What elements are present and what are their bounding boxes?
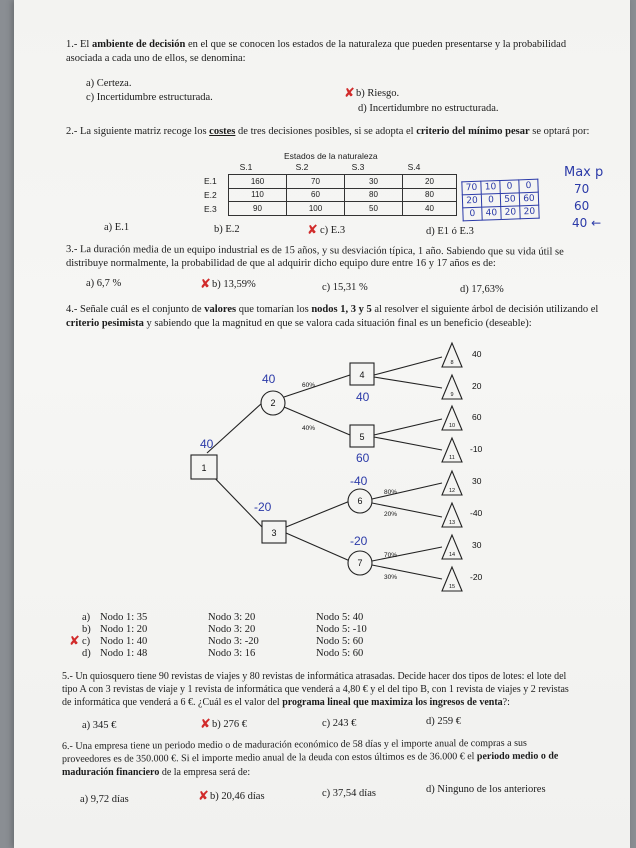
terminal-label: 12 bbox=[448, 488, 456, 494]
q3-line2: distribuye normalmente, la probabilidad de que al adquirir dicho equipo dure entre 16 y 17 años es de: bbox=[66, 258, 496, 269]
option-value: Nodo 1: 20 bbox=[100, 624, 148, 635]
q1-option-d[interactable]: d) Incertidumbre no estructurada. bbox=[358, 103, 499, 114]
cross-mark-icon: ✘ bbox=[200, 717, 211, 732]
q1-option-c[interactable]: c) Incertidumbre estructurada. bbox=[86, 92, 213, 103]
q2-option-a[interactable]: a) E.1 bbox=[104, 222, 130, 233]
payoff-label: 60 bbox=[472, 412, 482, 422]
q5-line3 bbox=[62, 696, 510, 709]
terminal-label: 15 bbox=[448, 584, 456, 590]
q4-option-b[interactable] bbox=[82, 624, 367, 635]
hand-max-header: Max p bbox=[564, 165, 604, 180]
decision-tree bbox=[164, 335, 504, 595]
cross-mark-icon: ✘ bbox=[69, 634, 80, 649]
q6-line3 bbox=[62, 766, 250, 779]
table-cell: 70 bbox=[287, 175, 345, 189]
table-row bbox=[229, 175, 457, 189]
option-value: Nodo 5: 40 bbox=[316, 612, 364, 623]
q5-bold: programa lineal que maximiza los ingresos de venta bbox=[282, 697, 503, 708]
row-label: E.2 bbox=[204, 190, 217, 200]
cross-mark-icon: ✘ bbox=[307, 223, 318, 238]
hand-max-value: 60 bbox=[574, 199, 590, 213]
row-label: E.3 bbox=[204, 204, 217, 214]
node-label: 7 bbox=[357, 558, 363, 568]
hand-node-value: -20 bbox=[350, 534, 368, 548]
payoff-label: 30 bbox=[472, 476, 482, 486]
q2-option-d[interactable]: d) E1 ó E.3 bbox=[426, 226, 474, 237]
table-cell: 50 bbox=[500, 193, 519, 207]
table-row bbox=[463, 205, 539, 221]
q2-text-end: se optará por: bbox=[532, 126, 590, 137]
table-cell: 40 bbox=[482, 206, 501, 220]
terminal-label: 13 bbox=[448, 520, 456, 526]
table-cell: 10 bbox=[481, 181, 500, 195]
col-header: S.3 bbox=[351, 162, 365, 172]
option-value: Nodo 5: 60 bbox=[316, 636, 364, 647]
col-header: S.2 bbox=[295, 162, 309, 172]
q3-option-d[interactable]: d) 17,63% bbox=[460, 284, 504, 295]
option-value: Nodo 5: 60 bbox=[316, 648, 364, 659]
col-header: S.4 bbox=[407, 162, 421, 172]
q5-option-a[interactable]: a) 345 € bbox=[82, 720, 117, 731]
option-value: Nodo 1: 35 bbox=[100, 612, 148, 623]
table-cell: 110 bbox=[229, 188, 287, 202]
payoff-label: 30 bbox=[472, 540, 482, 550]
q1-option-b[interactable]: b) Riesgo. bbox=[356, 88, 400, 99]
q6-option-c[interactable]: c) 37,54 días bbox=[322, 788, 376, 799]
q6-option-a[interactable]: a) 9,72 días bbox=[80, 794, 129, 805]
table-cell: 0 bbox=[519, 179, 538, 193]
q3-line1: 3.- La duración media de un equipo industrial es de 15 años, y su desviación típica, 1 año. Sabiendo que su vida útil se bbox=[65, 244, 564, 258]
option-value: Nodo 3: 20 bbox=[208, 612, 256, 623]
q2-bold: costes bbox=[209, 126, 236, 137]
q1-stem bbox=[66, 38, 566, 51]
q4-bold: valores bbox=[204, 304, 237, 315]
q2-text: 2.- La siguiente matriz recoge los bbox=[66, 126, 207, 137]
q4-text: al resolver el siguiente árbol de decisión utilizando el bbox=[374, 304, 599, 315]
hand-node-value: 40 bbox=[356, 390, 370, 404]
hand-node-value: 40 bbox=[262, 372, 276, 386]
q6-bold: periodo medio o de bbox=[476, 750, 559, 763]
q6-line1: 6.- Una empresa tiene un periodo medio o de maduración económico de 58 días y el importe anual de compras a sus bbox=[61, 737, 527, 752]
q6-option-d[interactable]: d) Ninguno de los anteriores bbox=[426, 784, 546, 795]
q1-text-cont: en el que se conocen los estados de la naturaleza que pueden presentarse y la probabilidad bbox=[187, 39, 567, 50]
cross-mark-icon: ✘ bbox=[198, 789, 209, 804]
hand-node-value: -20 bbox=[254, 500, 272, 514]
payoff-label: -20 bbox=[470, 572, 483, 582]
table-cell: 0 bbox=[463, 207, 482, 221]
hand-node-value: -40 bbox=[350, 474, 368, 488]
q4-text: 4.- Señale cuál es el conjunto de bbox=[66, 304, 202, 315]
q4-text: y sabiendo que la magnitud en que se valora cada situación final es un beneficio (deseable): bbox=[146, 318, 532, 329]
matrix-title: Estados de la naturaleza bbox=[284, 151, 378, 161]
option-letter: d) bbox=[82, 648, 91, 659]
q2-stem bbox=[66, 125, 589, 138]
option-letter: a) bbox=[82, 612, 91, 623]
probability-label: 30% bbox=[384, 574, 398, 581]
node-label: 5 bbox=[359, 432, 365, 442]
node-label: 4 bbox=[359, 370, 365, 380]
table-cell: 100 bbox=[287, 202, 345, 216]
row-label: E.1 bbox=[204, 176, 217, 186]
cross-mark-icon: ✘ bbox=[200, 277, 211, 292]
option-value: Nodo 3: -20 bbox=[208, 636, 259, 647]
cross-mark-icon: ✘ bbox=[344, 86, 355, 101]
q1-number: 1.- bbox=[66, 39, 78, 50]
q5-line1: 5.- Un quiosquero tiene 90 revistas de viajes y 80 revistas de informática atrasadas. Decide hacer dos tipos de lotes: el lote del bbox=[62, 671, 567, 682]
node-label: 3 bbox=[271, 528, 277, 538]
q1-text: El bbox=[80, 39, 90, 50]
q4-option-c[interactable] bbox=[82, 636, 363, 647]
hand-max-value: 40 ← bbox=[572, 216, 602, 230]
option-letter: c) bbox=[82, 636, 91, 647]
q1-stem-line2: asociada a cada uno de ellos, se denomina: bbox=[66, 53, 246, 64]
q2-option-b[interactable]: b) E.2 bbox=[214, 224, 240, 235]
q5-option-b[interactable]: b) 276 € bbox=[212, 719, 247, 730]
q5-option-d[interactable]: d) 259 € bbox=[426, 716, 461, 727]
table-cell: 0 bbox=[481, 194, 500, 208]
probability-label: 80% bbox=[384, 489, 398, 496]
q4-option-a[interactable] bbox=[82, 612, 363, 623]
table-cell: 50 bbox=[345, 202, 403, 216]
exam-sheet bbox=[14, 0, 630, 848]
q6-line2 bbox=[62, 750, 558, 766]
payoff-label: -10 bbox=[470, 444, 483, 454]
q4-text: que tomarían los bbox=[238, 304, 309, 315]
table-cell: 60 bbox=[287, 188, 345, 202]
q5-option-c[interactable]: c) 243 € bbox=[322, 718, 357, 729]
table-cell: 0 bbox=[500, 180, 519, 194]
q1-bold: ambiente de decisión bbox=[91, 39, 186, 50]
table-cell: 30 bbox=[345, 175, 403, 189]
q3-option-c[interactable]: c) 15,31 % bbox=[322, 282, 368, 293]
q4-bold: nodos 1, 3 y 5 bbox=[311, 304, 372, 315]
probability-label: 20% bbox=[384, 511, 398, 518]
table-row bbox=[229, 202, 457, 216]
q6-text: de la empresa será de: bbox=[161, 767, 251, 778]
q5-text-end: ?: bbox=[502, 697, 510, 708]
terminal-label: 11 bbox=[449, 455, 455, 461]
table-cell: 80 bbox=[403, 188, 457, 202]
option-value: Nodo 3: 20 bbox=[208, 624, 256, 635]
table-cell: 90 bbox=[229, 202, 287, 216]
table-cell: 40 bbox=[403, 202, 457, 216]
hand-max-value: 70 bbox=[574, 182, 590, 196]
node-label: 6 bbox=[357, 496, 363, 506]
payoff-label: 40 bbox=[472, 349, 482, 359]
q4-line2 bbox=[66, 317, 532, 330]
q6-option-b[interactable]: b) 20,46 días bbox=[210, 791, 265, 802]
option-letter: b) bbox=[82, 624, 91, 635]
q1-option-a[interactable]: a) Certeza. bbox=[86, 78, 132, 89]
table-cell: 20 bbox=[403, 175, 457, 189]
q6-bold: maduración financiero bbox=[62, 767, 160, 778]
matrix-table bbox=[228, 174, 457, 216]
handwritten-regret-matrix bbox=[461, 179, 539, 222]
probability-label: 60% bbox=[302, 382, 316, 389]
q2-criterion: criterio del mínimo pesar bbox=[416, 126, 530, 137]
q2-option-c[interactable]: c) E.3 bbox=[320, 225, 346, 236]
q2-text-cont: de tres decisiones posibles, si se adopta el bbox=[238, 126, 414, 137]
payoff-label: -40 bbox=[470, 508, 483, 518]
probability-label: 40% bbox=[302, 425, 316, 432]
col-header: S.1 bbox=[239, 162, 253, 172]
table-cell: 20 bbox=[520, 205, 539, 219]
q3-option-a[interactable]: a) 6,7 % bbox=[86, 278, 122, 289]
q3-option-b[interactable]: b) 13,59% bbox=[212, 279, 256, 290]
hand-node-value: 60 bbox=[356, 451, 370, 465]
node-label: 1 bbox=[201, 463, 207, 473]
table-cell: 160 bbox=[229, 175, 287, 189]
payoff-label: 20 bbox=[472, 381, 482, 391]
node-label: 2 bbox=[270, 398, 276, 408]
terminal-label: 14 bbox=[448, 552, 456, 558]
terminal-label: 10 bbox=[448, 423, 456, 429]
table-cell: 70 bbox=[462, 181, 481, 195]
probability-label: 70% bbox=[384, 552, 398, 559]
option-value: Nodo 5: -10 bbox=[316, 624, 367, 635]
q4-bold: criterio pesimista bbox=[66, 318, 144, 329]
q4-option-d[interactable] bbox=[82, 648, 363, 659]
q6-text: proveedores es de 350.000 €. Si el importe medio anual de la deuda con estos últimos es de 36.000 € el bbox=[61, 751, 475, 765]
table-cell: 20 bbox=[462, 194, 481, 208]
q5-text: de informática que venderá a 6 €. ¿Cuál es el valor del bbox=[62, 697, 280, 708]
q5-line2: tipo A con 3 revistas de viaje y 1 revista de informática que venderá a 4,80 € y el del tipo B, con 1 revista de viajes y 2 revistas bbox=[62, 684, 569, 695]
terminal-label: 9 bbox=[450, 392, 454, 398]
table-cell: 60 bbox=[519, 192, 538, 206]
terminal-label: 8 bbox=[450, 360, 454, 366]
option-value: Nodo 3: 16 bbox=[208, 648, 256, 659]
table-cell: 20 bbox=[501, 206, 520, 220]
cost-matrix bbox=[204, 162, 457, 216]
option-value: Nodo 1: 40 bbox=[100, 636, 148, 647]
hand-node-value: 40 bbox=[200, 437, 214, 451]
table-row bbox=[229, 188, 457, 202]
q4-line1 bbox=[66, 303, 598, 316]
table-cell: 80 bbox=[345, 188, 403, 202]
option-value: Nodo 1: 48 bbox=[100, 648, 148, 659]
